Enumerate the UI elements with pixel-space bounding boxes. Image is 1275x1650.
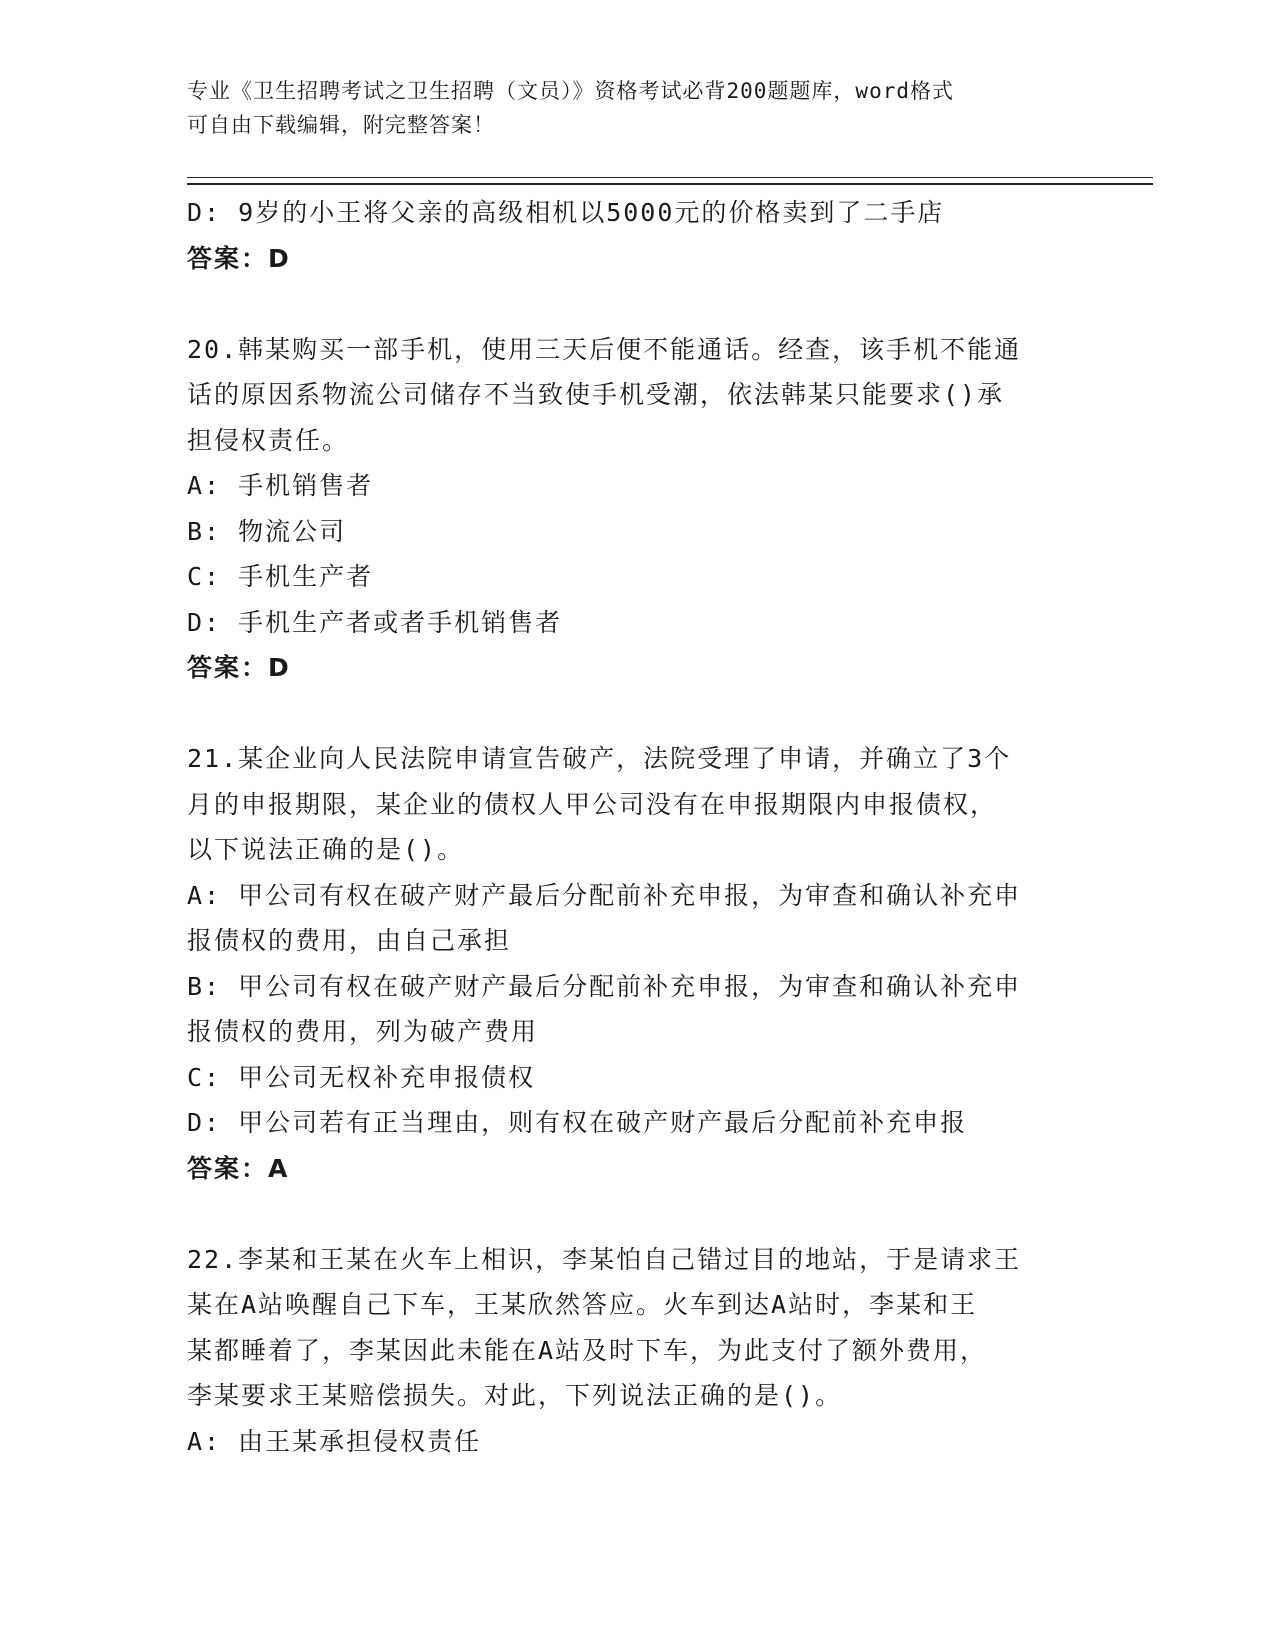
question-block-22 (187, 1237, 1087, 1465)
option-a: A: 由王某承担侵权责任 (187, 1426, 482, 1456)
spacer (187, 691, 1087, 737)
document-header (187, 74, 1067, 142)
option-a: A: 手机销售者 (187, 471, 374, 500)
question-text: 担侵权责任。 (187, 425, 350, 455)
question-list (187, 190, 1087, 1464)
spacer (187, 281, 1087, 327)
question-text: 某在A站唤醒自己下车，王某欣然答应。火车到达A站时，李某和王 (187, 1290, 978, 1319)
option-d: D: 甲公司若有正当理由，则有权在破产财产最后分配前补充申报 (187, 1108, 968, 1137)
answer-line: 答案：D (187, 243, 291, 273)
option-d: D: 9岁的小王将父亲的高级相机以5000元的价格卖到了二手店 (187, 198, 945, 227)
option-c: C: 甲公司无权补充申报债权 (187, 1062, 536, 1092)
answer-line: 答案：D (187, 653, 291, 682)
question-text: 月的申报期限，某企业的债权人甲公司没有在申报期限内申报债权， (187, 789, 998, 819)
option-b: B: 物流公司 (187, 516, 347, 546)
option-c: C: 手机生产者 (187, 562, 374, 591)
option-d: D: 手机生产者或者手机销售者 (187, 607, 563, 637)
option-b: B: 甲公司有权在破产财产最后分配前补充申报，为审查和确认补充申 (187, 971, 1022, 1001)
option-a: A: 甲公司有权在破产财产最后分配前补充申报，为审查和确认补充申 (187, 880, 1022, 910)
question-text: 话的原因系物流公司储存不当致使手机受潮，依法韩某只能要求()承 (187, 380, 1005, 409)
question-block-20 (187, 327, 1087, 691)
header-line-2: 可自由下载编辑，附完整答案！ (187, 113, 495, 137)
spacer (187, 1191, 1087, 1237)
header-rule-thick (187, 183, 1153, 185)
question-text: 21.某企业向人民法院申请宣告破产，法院受理了申请，并确立了3个 (187, 744, 1012, 773)
option-a-continued: 报债权的费用，由自己承担 (187, 926, 512, 955)
question-text: 22.李某和王某在火车上相识，李某怕自己错过目的地站，于是请求王 (187, 1244, 1022, 1274)
question-text: 李某要求王某赔偿损失。对此，下列说法正确的是()。 (187, 1381, 843, 1410)
header-line-1: 专业《卫生招聘考试之卫生招聘（文员）》资格考试必背200题题库，word格式 (187, 79, 954, 103)
option-b-continued: 报债权的费用，列为破产费用 (187, 1017, 539, 1046)
question-text: 某都睡着了，李某因此未能在A站及时下车，为此支付了额外费用， (187, 1335, 988, 1365)
question-text: 以下说法正确的是()。 (187, 835, 465, 864)
answer-line: 答案：A (187, 1153, 290, 1183)
question-block-21 (187, 736, 1087, 1191)
question-block-19 (187, 190, 1087, 281)
question-text: 20.韩某购买一部手机，使用三天后便不能通话。经查，该手机不能通 (187, 334, 1022, 364)
header-rule-thin (187, 177, 1153, 178)
